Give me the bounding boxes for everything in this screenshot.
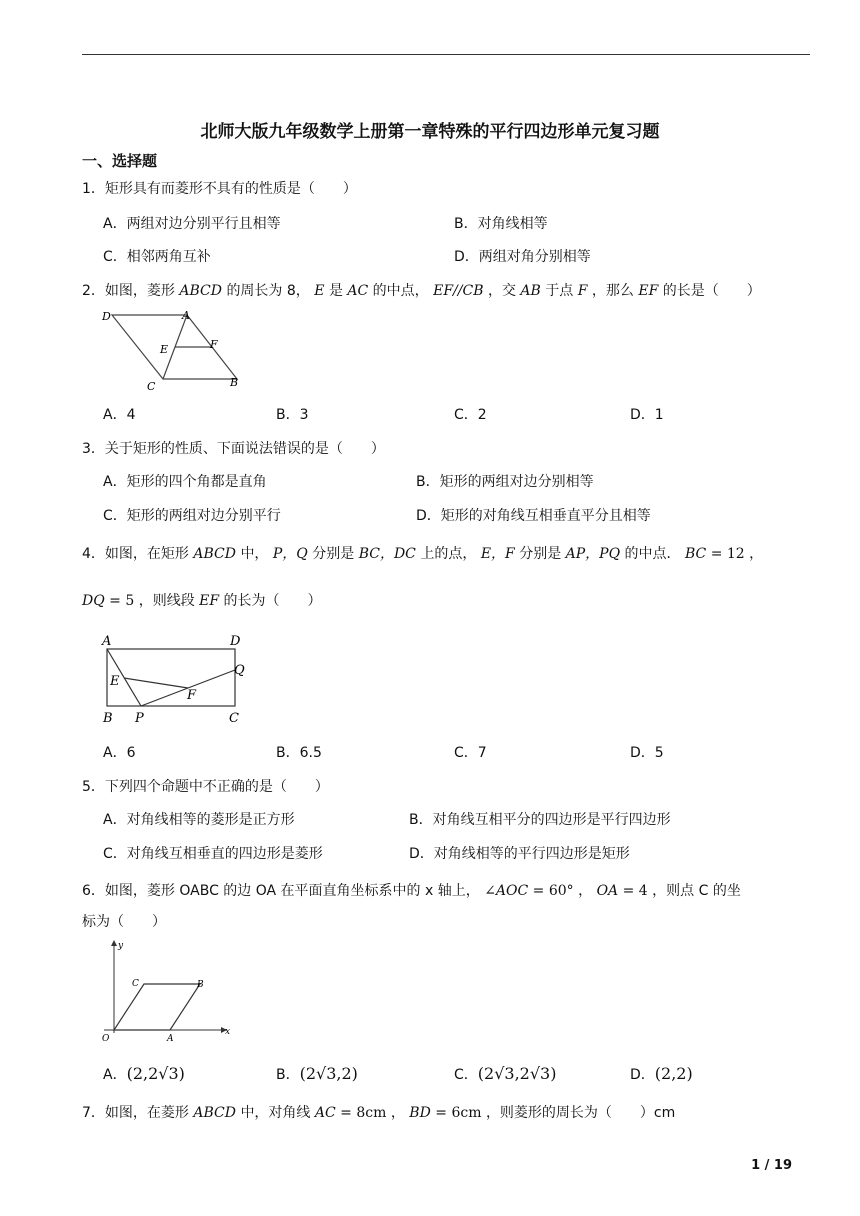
q1-option-b: B．对角线相等 (454, 216, 548, 232)
q2-text: ，那么 (591, 283, 634, 299)
q2-text: 于点 (545, 283, 574, 299)
option-letter: C． (454, 1067, 478, 1083)
q4-rectangle-figure (100, 632, 250, 728)
q4-num: = 12 (710, 546, 745, 562)
label-f: F (210, 338, 218, 351)
q6-option-c (454, 1065, 556, 1084)
q1-option-d: D．两组对角分别相等 (454, 249, 591, 265)
q4-option-a: A．6 (103, 745, 136, 761)
q2-var: EF (638, 283, 659, 299)
q7-text: 中，对角线 (240, 1105, 311, 1121)
question-7-stem (82, 1104, 675, 1122)
q6-text: ， (578, 883, 593, 899)
label-b: B (103, 711, 113, 726)
q2-option-d: D．1 (630, 407, 664, 423)
label-b: B (197, 980, 204, 990)
label-x: x (225, 1027, 231, 1037)
q4-text: 中， (240, 546, 269, 562)
q2-var: F (577, 283, 588, 299)
q2-var: AB (520, 283, 541, 299)
q4-text: 分别是 (519, 546, 562, 562)
q4-var: P，Q (272, 546, 308, 562)
label-d: D (230, 634, 241, 649)
q3-option-b: B．矩形的两组对边分别相等 (416, 474, 594, 490)
q7-var: AC (314, 1105, 336, 1121)
q4-var: ABCD (193, 546, 236, 562)
segment-ef (124, 678, 188, 688)
question-3-stem: 3．关于矩形的性质、下面说法错误的是（ ） (82, 441, 385, 457)
q4-var: AP，PQ (565, 546, 621, 562)
q2-rhombus-figure (100, 308, 245, 393)
q6-num: = 4 (622, 883, 648, 899)
q2-var: AC (347, 283, 369, 299)
q7-text: ，则菱形的周长为（ ）cm (485, 1105, 676, 1121)
q2-text: 是 (328, 283, 343, 299)
q2-var: EF//CB (433, 283, 484, 299)
option-expression: (2√3,2√3) (477, 1064, 557, 1083)
q6-text: ，则点 C 的坐 (652, 883, 741, 899)
question-1-stem: 1．矩形具有而菱形不具有的性质是（ ） (82, 181, 357, 197)
q5-option-d: D．对角线相等的平行四边形是矩形 (409, 846, 630, 862)
label-q: Q (234, 663, 245, 678)
q2-text: 的长是（ ） (662, 283, 761, 299)
option-letter: B． (276, 1067, 300, 1083)
label-f: F (187, 688, 197, 703)
q2-var: E (314, 283, 325, 299)
q7-var: BD (409, 1105, 431, 1121)
question-2-stem (82, 282, 761, 300)
q5-option-c: C．对角线互相垂直的四边形是菱形 (103, 846, 323, 862)
y-axis-arrow (111, 940, 117, 946)
label-y: y (118, 941, 124, 951)
q6-var: OA (596, 883, 619, 899)
q7-text: ， (390, 1105, 405, 1121)
q4-text: ， (749, 546, 764, 562)
q2-option-a: A．4 (103, 407, 136, 423)
q6-num: = 60° (532, 883, 574, 899)
q2-var: ABCD (179, 283, 222, 299)
label-c: C (147, 380, 156, 393)
q2-text: ，交 (487, 283, 516, 299)
q2-option-c: C．2 (454, 407, 487, 423)
q3-option-c: C．矩形的两组对边分别平行 (103, 508, 281, 524)
label-p: P (135, 711, 144, 726)
q7-num: = 6cm (435, 1105, 482, 1121)
rhombus-oabc (114, 984, 200, 1030)
page-number: 1 / 19 (751, 1158, 792, 1173)
q4-option-c: C．7 (454, 745, 487, 761)
q7-var: ABCD (193, 1105, 236, 1121)
q4-option-b: B．6.5 (276, 745, 322, 761)
q6-text: 6．如图，菱形 OABC 的边 OA 在平面直角坐标系中的 x 轴上， (82, 883, 480, 899)
option-letter: D． (630, 1067, 655, 1083)
q3-option-d: D．矩形的对角线互相垂直平分且相等 (416, 508, 651, 524)
question-5-stem: 5．下列四个命题中不正确的是（ ） (82, 779, 329, 795)
q1-option-a: A．两组对边分别平行且相等 (103, 216, 281, 232)
q2-text: 的中点， (372, 283, 429, 299)
label-c: C (132, 979, 139, 989)
label-e: E (110, 674, 120, 689)
question-6-stem (82, 882, 741, 900)
q6-var: ∠AOC (484, 883, 529, 899)
option-expression: (2√3,2) (299, 1064, 358, 1083)
q4-var: BC，DC (358, 546, 416, 562)
label-a: A (182, 309, 190, 322)
q6-option-b (276, 1065, 358, 1084)
option-expression: (2,2√3) (126, 1064, 185, 1083)
question-4-stem (82, 545, 763, 563)
q4-text: 4．如图，在矩形 (82, 546, 189, 562)
label-b: B (230, 376, 239, 389)
label-e: E (160, 343, 169, 356)
q2-text: 2．如图，菱形 (82, 283, 175, 299)
q2-option-b: B．3 (276, 407, 309, 423)
q4-option-d: D．5 (630, 745, 664, 761)
q4-text: 的中点． (624, 546, 681, 562)
q6-coordinate-figure (100, 937, 235, 1047)
q2-text: 的周长为 8， (226, 283, 310, 299)
q4-text: 分别是 (312, 546, 355, 562)
section-heading: 一、选择题 (82, 152, 158, 170)
q5-option-a: A．对角线相等的菱形是正方形 (103, 812, 295, 828)
q4-num: = 5 (109, 593, 135, 609)
q4-var: E，F (480, 546, 515, 562)
q6-option-a (103, 1065, 185, 1084)
header-rule (82, 54, 810, 55)
q4-var: EF (199, 593, 220, 609)
label-o: O (102, 1034, 110, 1044)
label-c: C (229, 711, 239, 726)
page-title: 北师大版九年级数学上册第一章特殊的平行四边形单元复习题 (200, 122, 660, 142)
label-a: A (167, 1034, 174, 1044)
option-letter: A． (103, 1067, 127, 1083)
q4-var: DQ (82, 593, 105, 609)
q7-num: = 8cm (340, 1105, 387, 1121)
question-6-line-2: 标为（ ） (82, 914, 166, 930)
label-d: D (102, 310, 111, 323)
q1-option-c: C．相邻两角互补 (103, 249, 211, 265)
q3-option-a: A．矩形的四个角都是直角 (103, 474, 267, 490)
q5-option-b: B．对角线互相平分的四边形是平行四边形 (409, 812, 671, 828)
q6-option-d (630, 1065, 693, 1084)
q4-text: ，则线段 (138, 593, 195, 609)
label-a: A (102, 634, 112, 649)
q4-text: 的长为（ ） (223, 593, 322, 609)
question-4-line-2 (82, 592, 322, 610)
q4-text: 上的点， (420, 546, 477, 562)
q4-var: BC (685, 546, 707, 562)
option-expression: (2,2) (654, 1064, 693, 1083)
q7-text: 7．如图，在菱形 (82, 1105, 189, 1121)
